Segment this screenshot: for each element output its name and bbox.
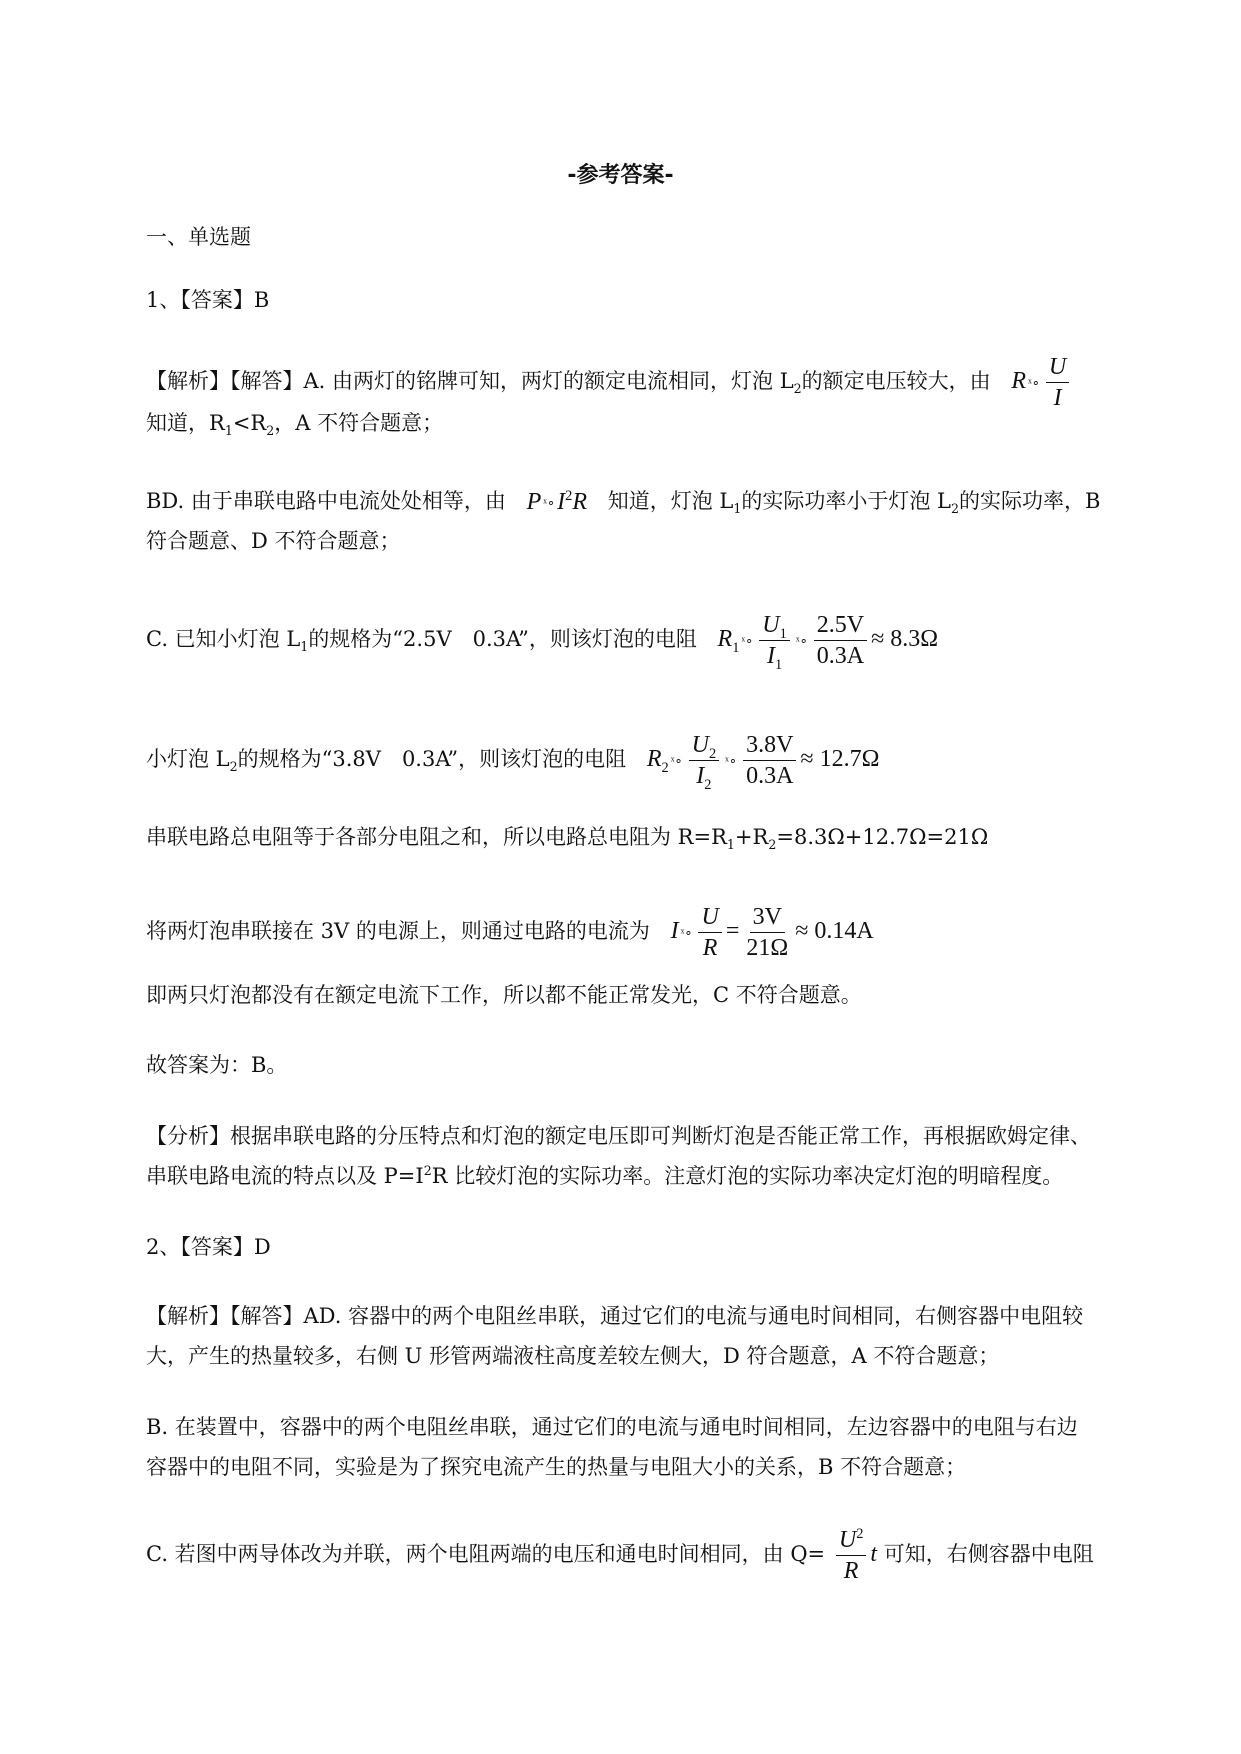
q2-analysis-c-line: C. 若图中两导体改为并联，两个电阻两端的电压和通电时间相同，由 Q= $\frac{U^2}{R}$ t 可知，右侧容器中电阻 <box>146 1526 1094 1584</box>
formula-p-equals-i2r: P $ˣ\circ I^2R$ <box>526 487 588 515</box>
formula-r2: $R_2$ ˣ∘ $\frac{U_2}{I_2}$ ˣ∘ $\frac{3.8V}{0.3A}$ ≈ 12.7Ω <box>646 732 880 793</box>
formula-current: I ˣ∘ $\frac{U}{R}$ = $\frac{3V}{21\Omega}$ ≈ 0.14A <box>670 904 874 961</box>
q1-final-answer: 故答案为：B。 <box>146 1053 288 1077</box>
q1-analysis-c-line2: 小灯泡 $L_2$的规格为“3.8V 0.3A”，则该灯泡的电阻 $R_2$ ˣ∘ $\frac{U_2}{I_2}$ ˣ∘ $\frac{3.8V}{0.3A}$ ≈ 12.7Ω <box>146 732 880 793</box>
q1-analysis-a-line1: 【解析】【解答】A. 由两灯的铭牌可知，两灯的额定电流相同，灯泡 $L_2$的额定电压较大，由 R ˣ∘ $\frac{U}{I}$ <box>146 352 1073 413</box>
q1-analysis-bd-line1: BD. 由于串联电路中电流处处相等，由 P $ˣ\circ I^2R$ 知道，灯泡 $L_1$的实际功率小于灯泡 $L_2$的实际功率，B <box>146 486 1100 518</box>
q1-conclusion: 即两只灯泡都没有在额定电流下工作，所以都不能正常发光，C 不符合题意。 <box>146 983 862 1007</box>
q2-analysis-b-line2: 容器中的电阻不同，实验是为了探究电流产生的热量与电阻大小的关系，B 不符合题意； <box>146 1455 967 1479</box>
page-title: -参考答案- <box>567 163 674 188</box>
q1-analysis-c-line1: C. 已知小灯泡 $L_1$的规格为“2.5V 0.3A”，则该灯泡的电阻 $R_1$ ˣ∘ $\frac{U_1}{I_1}$ ˣ∘ $\frac{2.5V}{0.3A}$ ≈ 8.3Ω <box>146 612 939 673</box>
formula-r-equals-u-over-i: R ˣ∘ $\frac{U}{I}$ <box>1011 352 1073 413</box>
q1-analysis-bd-line2: 符合题意、D 不符合题意； <box>146 529 401 553</box>
q2-analysis-b-line1: B. 在装置中，容器中的两个电阻丝串联，通过它们的电流与通电时间相同，左边容器中的电阻与右边 <box>146 1415 1078 1439</box>
q1-answer: 1、【答案】B <box>146 288 270 312</box>
q1-analysis-line2: 串联电路电流的特点以及 $P=I^2R$ 比较灯泡的实际功率。注意灯泡的实际功率决定灯泡的明暗程度。 <box>146 1163 1064 1188</box>
q1-current-line: 将两灯泡串联接在 3V 的电源上，则通过电路的电流为 I ˣ∘ $\frac{U}{R}$ = $\frac{3V}{21\Omega}$ ≈ 0.14A <box>146 904 874 961</box>
q2-answer: 2、【答案】D <box>146 1235 271 1259</box>
q2-analysis-ad-line2: 大，产生的热量较多，右侧 U 形管两端液柱高度差较左侧大，D 符合题意，A 不符合题意； <box>146 1344 1000 1368</box>
q1-series-resistance: 串联电路总电阻等于各部分电阻之和，所以电路总电阻为 $R=R_1+R_2=8.3\Omega+12.7\Omega=21\Omega$ <box>146 825 989 853</box>
q1-analysis-a-line2: 知道，$R_1<R_2$，A 不符合题意； <box>146 411 444 439</box>
q2-analysis-ad-line1: 【解析】【解答】AD. 容器中的两个电阻丝串联，通过它们的电流与通电时间相同，右侧容器中电阻较 <box>146 1304 1084 1328</box>
formula-r1: $R_1$ ˣ∘ $\frac{U_1}{I_1}$ ˣ∘ $\frac{2.5V}{0.3A}$ ≈ 8.3Ω <box>717 612 939 673</box>
section-heading: 一、单选题 <box>146 225 251 249</box>
formula-q-equals-u2-over-r-t: $\frac{U^2}{R}$ t <box>832 1525 877 1586</box>
q1-analysis-line1: 【分析】根据串联电路的分压特点和灯泡的额定电压即可判断灯泡是否能正常工作，再根据欧姆定律、 <box>146 1124 1091 1148</box>
